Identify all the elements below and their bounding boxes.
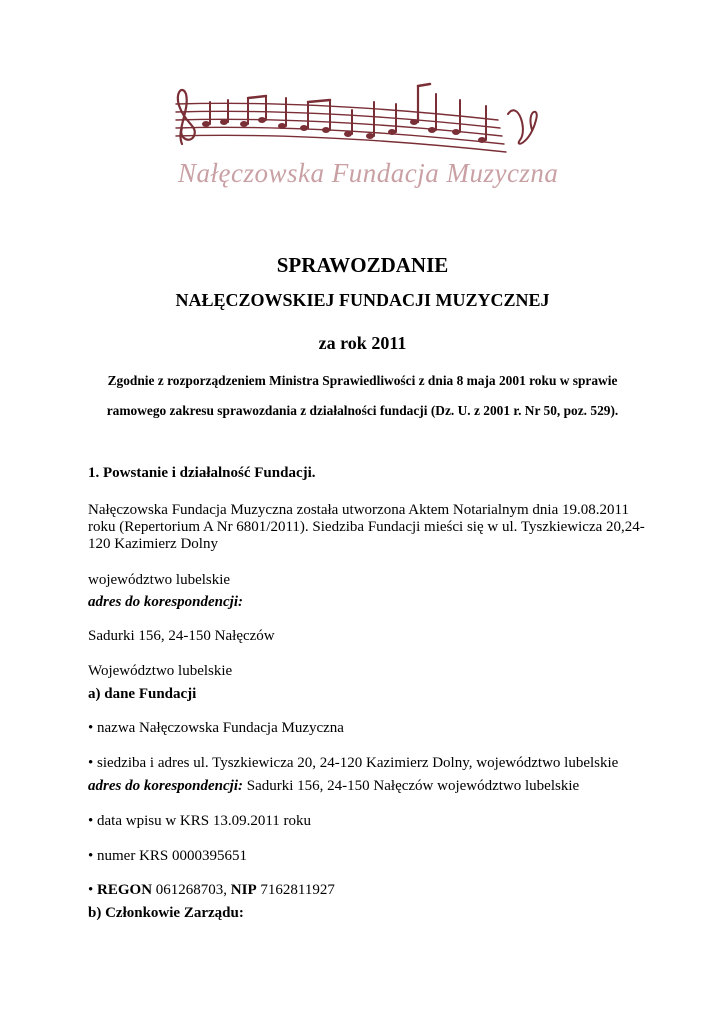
report-year: za rok 2011 (318, 333, 407, 353)
foundation-logo (168, 80, 558, 200)
correspondence-label: adres do korespondencji: (88, 594, 243, 610)
correspondence-line (88, 778, 579, 795)
intro-line-1: Nałęczowska Fundacja Muzyczna została utworzona Aktem Notarialnym dnia 19.08.2011 (88, 502, 629, 518)
logo-text: Nałęczowska Fundacja Muzyczna (178, 158, 559, 188)
foundation-name-item: • nazwa Nałęczowska Fundacja Muzyczna (88, 720, 344, 736)
voivodeship-text: województwo lubelskie (88, 572, 231, 588)
foundation-seat-item: • siedziba i adres ul. Tyszkiewicza 20, 24-120 Kazimierz Dolny, województwo lubelskie (88, 755, 619, 771)
legal-note-line-1: Zgodnie z rozporządzeniem Ministra Sprawiedliwości z dnia 8 maja 2001 roku w sprawie (107, 373, 618, 388)
voivodeship-text-2: Województwo lubelskie (88, 663, 233, 679)
regon-value: 061268703, (152, 882, 231, 898)
foundation-data-heading: a) dane Fundacji (88, 686, 197, 702)
legal-note-line-2: ramowego zakresu sprawozdania z działalności fundacji (Dz. U. z 2001 r. Nr 50, poz. 529). (106, 403, 619, 418)
krs-number-item: • numer KRS 0000395651 (88, 848, 248, 864)
document-subtitle: NAŁĘCZOWSKIEJ FUNDACJI MUZYCZNEJ (175, 290, 550, 310)
document-title: SPRAWOZDANIE (276, 253, 449, 277)
nip-label: NIP (230, 882, 257, 898)
section-heading: 1. Powstanie i działalność Fundacji. (88, 465, 316, 481)
regon-label: REGON (97, 882, 153, 898)
correspondence-label-2: adres do korespondencji: (88, 778, 243, 794)
correspondence-address: Sadurki 156, 24-150 Nałęczów (88, 628, 275, 644)
board-heading: b) Członkowie Zarządu: (88, 905, 244, 921)
intro-line-2: roku (Repertorium A Nr 6801/2011). Siedziba Fundacji mieści się w ul. Tyszkiewicza 20,24- (88, 519, 645, 535)
nip-value: 7162811927 (256, 882, 335, 898)
correspondence-value-2: Sadurki 156, 24-150 Nałęczów województwo lubelskie (243, 778, 580, 794)
krs-date-item: • data wpisu w KRS 13.09.2011 roku (88, 813, 312, 829)
intro-line-3: 120 Kazimierz Dolny (88, 536, 218, 552)
bullet: • (88, 882, 98, 898)
regon-nip-item (88, 882, 335, 899)
